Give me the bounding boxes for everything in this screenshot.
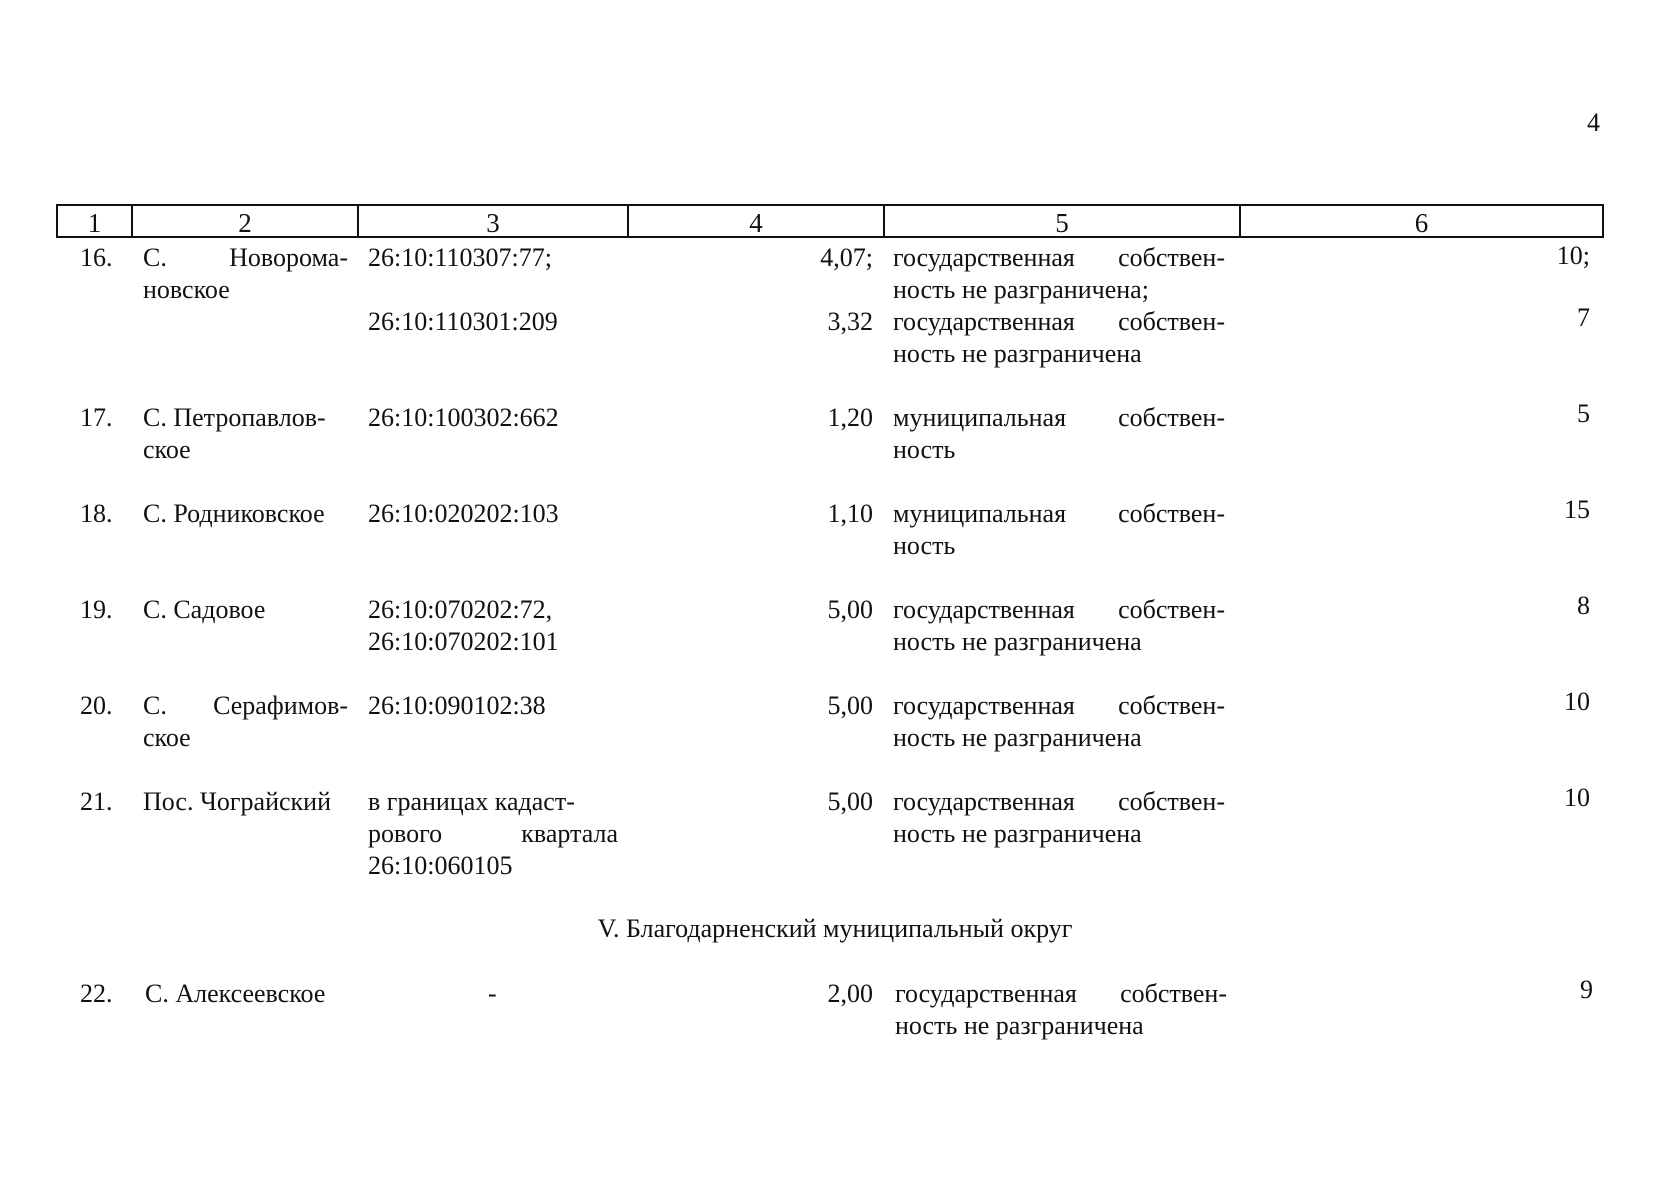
place-name-part: новское [143, 275, 230, 304]
row-number: 21. [80, 787, 113, 816]
place-name-part: Серафимов- [213, 691, 348, 720]
ownership-part: государственная [893, 787, 1075, 816]
place-name: С. Родниковское [143, 499, 325, 528]
cadastral-number: 26:10:020202:103 [368, 499, 559, 528]
page-number: 4 [1587, 108, 1600, 137]
place-name-part: С. [143, 691, 167, 720]
cadastral-number: 26:10:110301:209 [368, 307, 558, 336]
cadastral-number: - [488, 979, 497, 1008]
ownership-part: собствен- [1118, 243, 1225, 272]
ownership-part: собствен- [1120, 979, 1227, 1008]
ownership-part: ность не разграничена [893, 723, 1142, 752]
area-value: 2,00 [827, 979, 873, 1008]
header-col-2: 2 [133, 206, 359, 237]
ownership-part: ность [893, 531, 956, 560]
cadastral-number: 26:10:070202:101 [368, 627, 559, 656]
ownership-part: государственная [893, 307, 1075, 336]
cadastral-number: 26:10:110307:77; [368, 243, 552, 272]
row-number: 16. [80, 243, 113, 272]
area-value: 1,10 [827, 499, 873, 528]
place-name-part: ское [143, 435, 191, 464]
ownership-part: ность не разграничена [893, 339, 1142, 368]
count-value: 8 [1577, 591, 1590, 620]
area-value: 5,00 [827, 595, 873, 624]
ownership-part: собствен- [1118, 307, 1225, 336]
cadastral-part: рового [368, 819, 443, 848]
ownership-part: собствен- [1118, 499, 1225, 528]
ownership-type [893, 594, 1225, 626]
place-name: С. Петропавлов- [143, 403, 326, 432]
ownership-part: государственная [893, 595, 1075, 624]
count-value: 15 [1564, 495, 1590, 524]
ownership-part: ность не разграничена [895, 1011, 1144, 1040]
ownership-part: ность не разграничена [893, 819, 1142, 848]
area-value: 1,20 [827, 403, 873, 432]
header-col-3: 3 [359, 206, 629, 237]
cadastral-number: 26:10:060105 [368, 851, 513, 880]
area-value: 5,00 [827, 691, 873, 720]
header-col-1: 1 [58, 206, 133, 237]
header-col-6: 6 [1414, 208, 1429, 238]
place-name: С. Садовое [143, 595, 266, 624]
header-col-5: 5 [885, 206, 1241, 237]
ownership-type [895, 978, 1227, 1010]
ownership-part: собствен- [1118, 403, 1225, 432]
count-value: 10 [1564, 783, 1590, 812]
ownership-type [893, 498, 1225, 530]
row-number: 20. [80, 691, 113, 720]
place-name-part: ское [143, 723, 191, 752]
place-name: С. Алексеевское [145, 979, 326, 1008]
ownership-type [893, 306, 1225, 338]
ownership-part: муниципальная [893, 403, 1067, 432]
count-value: 10; [1556, 241, 1590, 270]
ownership-part: собствен- [1118, 691, 1225, 720]
area-value: 5,00 [827, 787, 873, 816]
table-header [56, 204, 1604, 238]
place-name [143, 690, 348, 722]
ownership-part: ность не разграничена [893, 627, 1142, 656]
row-number: 18. [80, 499, 113, 528]
ownership-part: государственная [893, 691, 1075, 720]
place-name-part: С. [143, 243, 167, 272]
ownership-type [893, 690, 1225, 722]
count-value: 10 [1564, 687, 1590, 716]
cadastral-description: в границах кадаст- [368, 787, 575, 816]
ownership-part: собствен- [1118, 787, 1225, 816]
cadastral-description [368, 818, 618, 850]
ownership-type [893, 402, 1225, 434]
cadastral-number: 26:10:100302:662 [368, 403, 559, 432]
ownership-part: государственная [893, 243, 1075, 272]
ownership-part: ность не разграничена; [893, 275, 1149, 304]
count-value: 7 [1577, 303, 1590, 332]
count-value: 9 [1580, 975, 1593, 1004]
section-heading: V. Благодарненский муниципальный округ [597, 914, 1073, 943]
header-col-4: 4 [629, 206, 885, 237]
area-value: 4,07; [820, 243, 873, 272]
ownership-part: муниципальная [893, 499, 1067, 528]
count-value: 5 [1577, 399, 1590, 428]
ownership-type [893, 786, 1225, 818]
place-name-part: Новорома- [229, 243, 348, 272]
place-name: Пос. Чограйский [143, 787, 331, 816]
ownership-part: ность [893, 435, 956, 464]
cadastral-number: 26:10:070202:72, [368, 595, 553, 624]
place-name [143, 242, 348, 274]
row-number: 17. [80, 403, 113, 432]
ownership-type [893, 242, 1225, 274]
cadastral-part: квартала [521, 819, 618, 848]
area-value: 3,32 [827, 307, 873, 336]
ownership-part: государственная [895, 979, 1077, 1008]
cadastral-number: 26:10:090102:38 [368, 691, 546, 720]
row-number: 22. [80, 979, 113, 1008]
ownership-part: собствен- [1118, 595, 1225, 624]
row-number: 19. [80, 595, 113, 624]
